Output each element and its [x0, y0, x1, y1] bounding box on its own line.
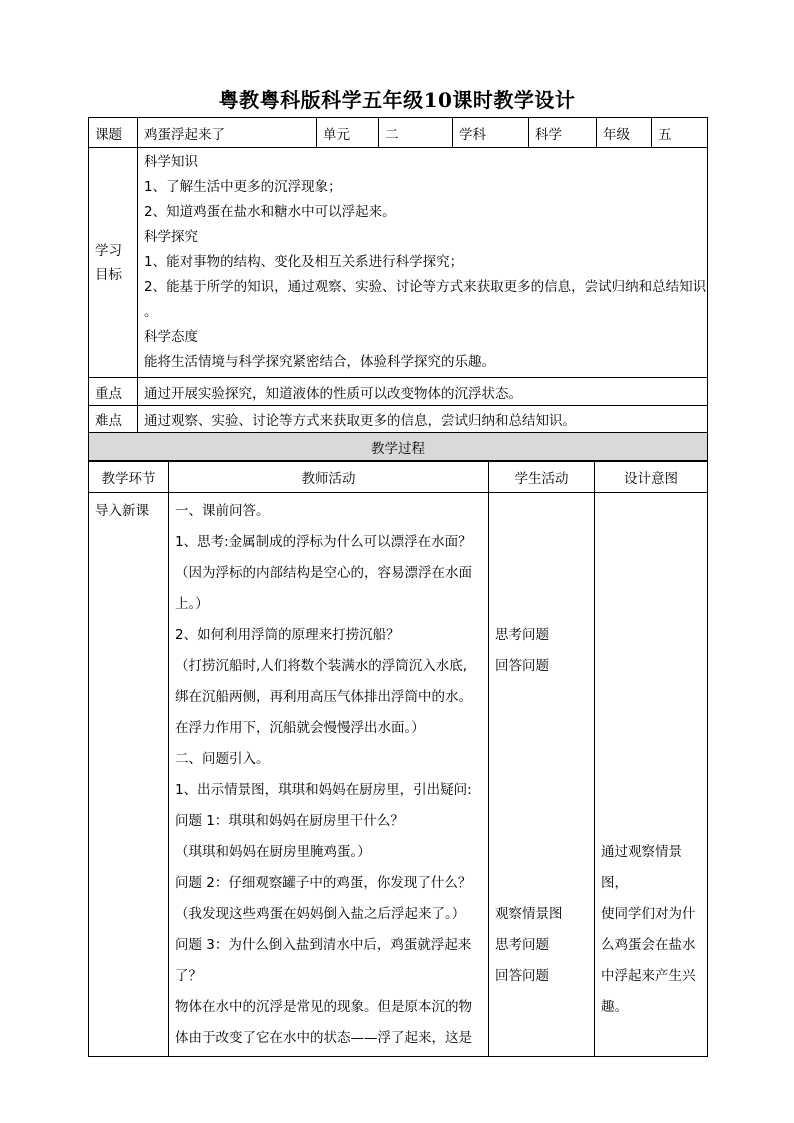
document-title: 粤教粤科版科学五年级10课时教学设计	[218, 88, 576, 112]
col-header-stage: 教学环节	[89, 461, 169, 493]
student-line: 思考问题	[495, 937, 549, 953]
key-label: 重点	[89, 378, 138, 406]
intent-line: 趣。	[601, 999, 628, 1015]
col-header-intent: 设计意图	[595, 461, 708, 493]
teacher-line: （我发现这些鸡蛋在妈妈倒入盐之后浮起来了。）	[175, 906, 466, 922]
goals-item: 能将生活情境与科学探究紧密结合，体验科学探究的乐趣。	[144, 354, 495, 370]
unit-value: 二	[379, 118, 453, 148]
key-text: 通过开展实验探究，知道液体的性质可以改变物体的沉浮状态。	[138, 378, 708, 406]
goals-content	[138, 148, 708, 378]
student-line: 回答问题	[495, 968, 549, 984]
lesson-info-table	[88, 117, 708, 462]
teacher-line: 1、出示情景图，琪琪和妈妈在厨房里，引出疑问:	[175, 782, 472, 798]
teacher-line: 了？	[175, 968, 202, 984]
goals-item: 2、能基于所学的知识，通过观察、实验、讨论等方式来获取更多的信息，尝试归纳和总结知识 。	[144, 279, 707, 320]
teacher-line: 体由于改变了它在水中的状态——浮了起来，这是	[175, 1030, 472, 1046]
teacher-line: 绑在沉船两侧，再利用高压气体排出浮筒中的水。	[175, 689, 472, 705]
goals-label: 学习目标	[89, 148, 138, 378]
difficulty-label: 难点	[89, 406, 138, 433]
teacher-line: （因为浮标的内部结构是空心的，容易漂浮在水面	[175, 565, 472, 581]
grade-label: 年级	[597, 118, 652, 148]
teacher-line: 上。）	[175, 596, 209, 612]
intent-line: 么鸡蛋会在盐水	[601, 937, 696, 953]
teacher-line: 问题 3：为什么倒入盐到清水中后，鸡蛋就浮起来	[175, 937, 472, 953]
teacher-line: 问题 2：仔细观察罐子中的鸡蛋，你发现了什么？	[175, 875, 472, 891]
teaching-process-table	[88, 460, 708, 1057]
intent-line: 使同学们对为什	[601, 906, 696, 922]
intent-line: 中浮起来产生兴	[601, 968, 696, 984]
teacher-line: 二、问题引入。	[175, 751, 270, 767]
goals-item: 1、了解生活中更多的沉浮现象；	[144, 179, 342, 195]
grade-value: 五	[652, 118, 708, 148]
teacher-line: 物体在水中的沉浮是常见的现象。但是原本沉的物	[175, 999, 472, 1015]
student-line: 观察情景图	[495, 906, 563, 922]
unit-label: 单元	[317, 118, 379, 148]
intent-line: 通过观察情景图，	[601, 844, 682, 891]
goals-heading-inquiry: 科学探究	[144, 229, 198, 245]
teacher-line: 2、如何利用浮筒的原理来打捞沉船？	[175, 627, 400, 643]
subject-value: 科学	[529, 118, 597, 148]
col-header-student: 学生活动	[489, 461, 595, 493]
student-line: 思考问题	[495, 627, 549, 643]
student-line: 回答问题	[495, 658, 549, 674]
col-header-teacher: 教师活动	[169, 461, 489, 493]
topic-label: 课题	[89, 118, 138, 148]
difficulty-text: 通过观察、实验、讨论等方式来获取更多的信息，尝试归纳和总结知识。	[138, 406, 708, 433]
teacher-line: 在浮力作用下，沉船就会慢慢浮出水面。）	[175, 720, 425, 736]
student-activity	[489, 493, 595, 1057]
goals-heading-knowledge: 科学知识	[144, 154, 198, 170]
subject-label: 学科	[453, 118, 529, 148]
topic-value: 鸡蛋浮起来了	[138, 118, 317, 148]
goals-item: 2、知道鸡蛋在盐水和糖水中可以浮起来。	[144, 204, 396, 220]
teacher-line: 问题 1：琪琪和妈妈在厨房里干什么？	[175, 813, 404, 829]
teacher-line: 一、课前问答。	[175, 503, 270, 519]
goals-heading-attitude: 科学态度	[144, 329, 198, 345]
goals-item: 1、能对事物的结构、变化及相互关系进行科学探究；	[144, 254, 464, 270]
teacher-activity	[169, 493, 489, 1057]
teacher-line: （琪琪和妈妈在厨房里腌鸡蛋。）	[175, 844, 371, 860]
teacher-line: 1、思考:金属制成的浮标为什么可以漂浮在水面？	[175, 534, 472, 550]
teacher-line: （打捞沉船时,人们将数个装满水的浮筒沉入水底,	[175, 658, 468, 674]
design-intent	[595, 493, 708, 1057]
stage-cell: 导入新课	[89, 493, 169, 1057]
process-header: 教学过程	[89, 433, 708, 462]
